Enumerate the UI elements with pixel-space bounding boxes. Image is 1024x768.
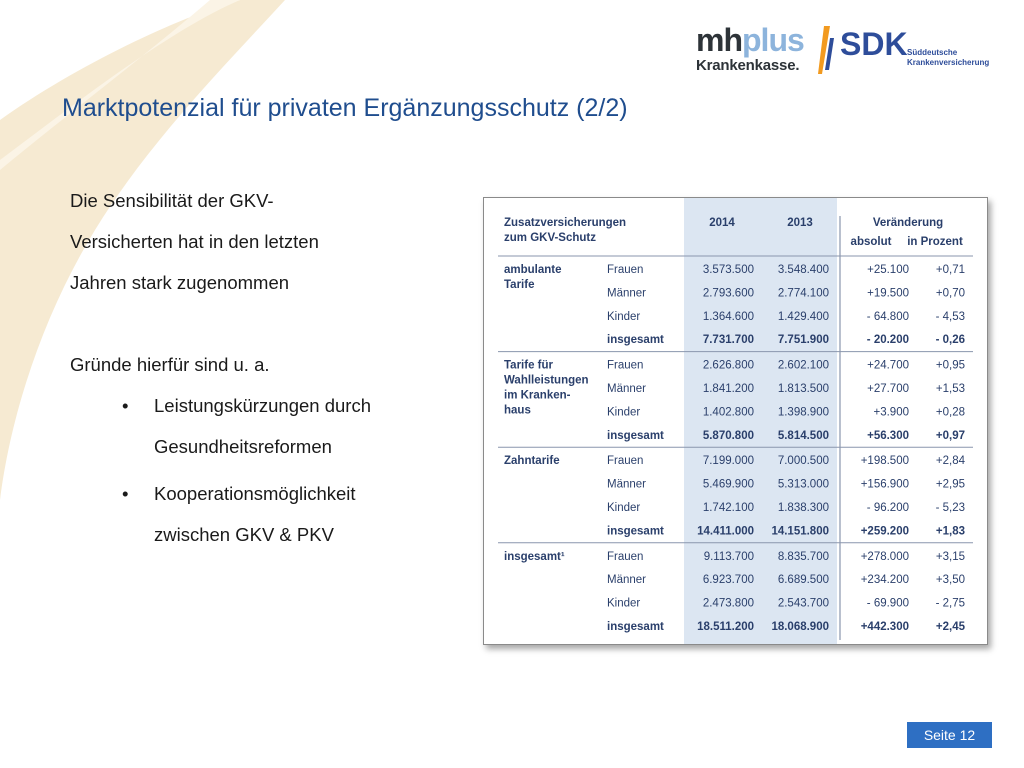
cell-2013: 14.151.800 [771, 525, 829, 538]
row-label: insgesamt [607, 334, 664, 347]
bullet-icon: • [122, 483, 129, 504]
group-label: Wahlleistungen [504, 374, 589, 387]
cell-2014: 7.199.000 [702, 455, 754, 468]
row-label: Frauen [607, 359, 644, 372]
cell-2014: 6.923.700 [702, 574, 754, 587]
cell-2013: 5.814.500 [777, 429, 829, 442]
list-item: • Kooperationsmöglichkeit zwischen GKV & PKV [70, 473, 450, 555]
mhplus-logo [696, 24, 804, 73]
row-label: Kinder [607, 597, 641, 610]
group-label: Zahntarife [504, 455, 560, 468]
cell-change-absolute: +278.000 [860, 550, 909, 563]
bullet-icon: • [122, 395, 129, 416]
logo-area [690, 22, 1000, 82]
cell-change-percent: - 4,53 [935, 310, 965, 323]
cell-2014: 1.742.100 [702, 502, 754, 514]
cell-change-absolute: - 69.900 [866, 597, 909, 610]
cell-change-percent: +0,95 [935, 359, 965, 372]
reasons-list [70, 385, 450, 555]
cell-2014: 1.364.600 [702, 310, 754, 323]
group-label: Tarife [504, 279, 535, 291]
cell-change-percent: - 2,75 [935, 597, 965, 610]
cell-change-absolute: +234.200 [860, 574, 909, 587]
cell-change-percent: +1,53 [935, 383, 965, 395]
cell-2013: 3.548.400 [777, 264, 829, 276]
row-label: Frauen [607, 550, 644, 563]
cell-change-absolute: +198.500 [860, 455, 909, 468]
cell-2014: 9.113.700 [703, 550, 754, 563]
row-label: Kinder [607, 310, 641, 323]
cell-change-absolute: - 20.200 [866, 334, 909, 347]
cell-2014: 2.473.800 [702, 597, 754, 610]
intro-line: Versicherten hat in den letzten [70, 231, 319, 252]
cell-change-absolute: +3.900 [873, 406, 909, 419]
cell-2014: 7.731.700 [702, 334, 754, 347]
cell-change-absolute: +24.700 [867, 359, 909, 372]
cell-2014: 2.626.800 [702, 359, 754, 372]
cell-change-percent: +2,95 [935, 478, 965, 491]
cell-2013: 1.429.400 [777, 310, 829, 323]
sdk-logo-word: SDK [840, 26, 908, 62]
statistics-table [484, 198, 987, 644]
cell-2013: 7.751.900 [777, 334, 829, 347]
slide-title: Marktpotenzial für privaten Ergänzungsschutz (2/2) [62, 94, 628, 122]
group-label: im Kranken- [504, 389, 571, 402]
row-label: Männer [607, 574, 646, 587]
cell-2014: 1.841.200 [702, 383, 754, 395]
cell-change-percent: +2,45 [935, 621, 965, 633]
row-label: Männer [607, 478, 646, 491]
cell-2014: 5.870.800 [702, 429, 754, 442]
row-label: insgesamt [607, 429, 664, 442]
cell-2014: 2.793.600 [702, 287, 754, 300]
cell-2013: 6.689.500 [777, 574, 829, 587]
mhplus-logo-mh: mh [696, 22, 742, 58]
cell-2014: 1.402.800 [702, 406, 754, 419]
cell-2014: 14.411.000 [697, 525, 754, 538]
cell-2013: 2.774.100 [777, 287, 829, 300]
header-label: zum GKV-Schutz [504, 232, 597, 244]
intro-line: Die Sensibilität der GKV- [70, 190, 274, 211]
cell-change-absolute: - 96.200 [866, 502, 909, 514]
cell-change-percent: +0,71 [935, 264, 965, 276]
row-label: insgesamt [607, 525, 664, 538]
header-year: 2014 [709, 217, 735, 229]
cell-2013: 1.838.300 [777, 502, 829, 514]
cell-change-absolute: +56.300 [867, 429, 909, 442]
cell-2013: 2.602.100 [777, 359, 829, 372]
sdk-logo-mark-icon [818, 24, 838, 76]
page-number-badge: Seite 12 [907, 722, 992, 748]
cell-change-percent: +3,15 [935, 550, 965, 563]
header-label: Zusatzversicherungen [504, 217, 627, 229]
sdk-logo-subtitle: Süddeutsche Krankenversicherung [907, 48, 990, 67]
cell-change-percent: +0,97 [935, 429, 965, 442]
cell-2014: 5.469.900 [702, 478, 754, 491]
cell-2013: 1.398.900 [777, 406, 829, 419]
cell-change-percent: - 5,23 [935, 502, 965, 514]
row-label: Frauen [607, 455, 644, 468]
cell-2013: 7.000.500 [777, 455, 829, 468]
cell-change-absolute: +27.700 [867, 383, 909, 395]
mhplus-logo-plus: plus [742, 22, 804, 58]
row-label: Kinder [607, 502, 641, 514]
header-percent: in Prozent [907, 236, 963, 248]
cell-2013: 5.313.000 [777, 478, 829, 491]
body-text [70, 180, 450, 561]
row-label: Männer [607, 287, 646, 300]
intro-line: Jahren stark zugenommen [70, 272, 290, 293]
cell-2013: 1.813.500 [777, 383, 829, 395]
header-year: 2013 [787, 217, 813, 229]
cell-change-percent: +1,83 [935, 525, 965, 538]
cell-2013: 2.543.700 [777, 597, 829, 610]
cell-change-percent: +2,84 [935, 455, 965, 468]
cell-change-percent: +3,50 [935, 574, 965, 587]
cell-2014: 18.511.200 [697, 621, 754, 633]
group-label: Tarife für [504, 359, 553, 372]
cell-change-absolute: +442.300 [860, 621, 909, 633]
group-label: haus [504, 404, 531, 417]
cell-2013: 8.835.700 [777, 550, 829, 563]
row-label: Männer [607, 383, 646, 395]
cell-2014: 3.573.500 [702, 264, 754, 276]
cell-2013: 18.068.900 [771, 621, 829, 633]
cell-change-percent: - 0,26 [935, 334, 965, 347]
cell-change-absolute: +19.500 [867, 287, 909, 300]
row-label: Kinder [607, 406, 641, 419]
reasons-lead: Gründe hierfür sind u. a. [70, 354, 270, 375]
statistics-table-image [483, 197, 988, 645]
header-change: Veränderung [872, 217, 944, 229]
header-absolute: absolut [850, 236, 892, 248]
cell-change-absolute: +25.100 [867, 264, 909, 276]
cell-change-percent: +0,28 [935, 406, 965, 419]
row-label: insgesamt [607, 621, 664, 633]
cell-change-absolute: +156.900 [860, 478, 909, 491]
cell-change-percent: +0,70 [935, 287, 965, 300]
list-item: • Leistungskürzungen durch Gesundheitsreformen [70, 385, 450, 467]
group-label: ambulante [504, 264, 562, 276]
mhplus-logo-subtitle: Krankenkasse. [696, 57, 800, 74]
cell-change-absolute: - 64.800 [866, 310, 909, 323]
group-label: insgesamt¹ [504, 550, 565, 563]
row-label: Frauen [607, 264, 644, 276]
cell-change-absolute: +259.200 [860, 525, 909, 538]
